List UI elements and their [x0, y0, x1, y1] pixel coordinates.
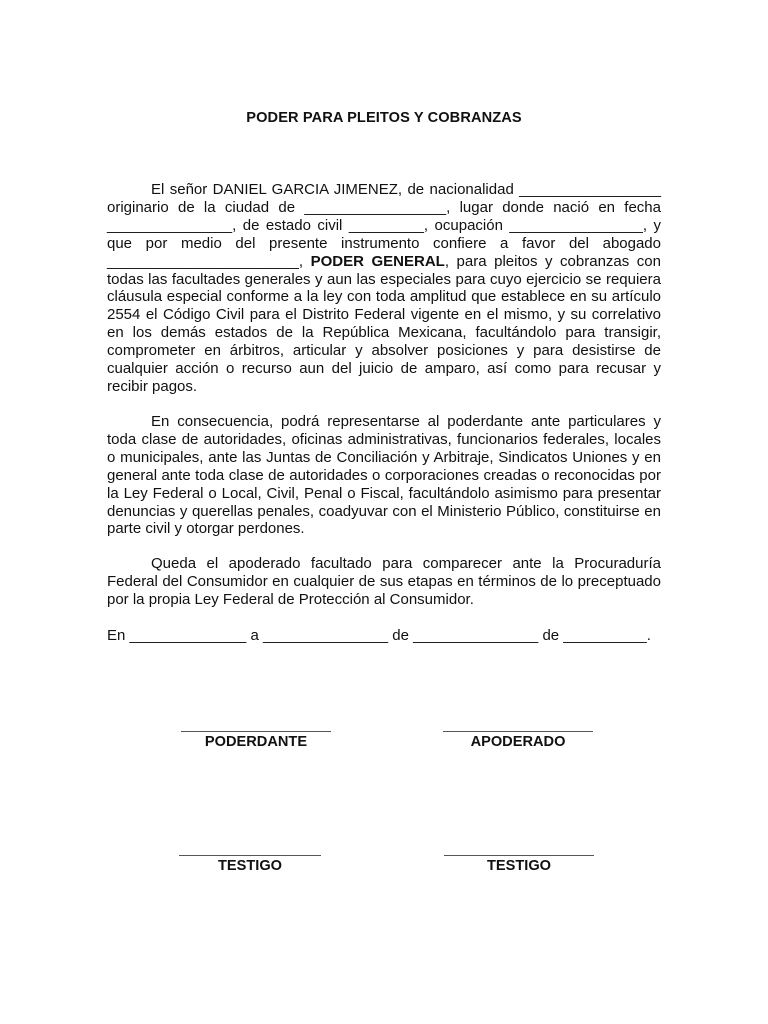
- paragraph-profeco: Queda el apoderado facultado para comparecer ante la Procuraduría Federal del Consumidor en cualquier de sus etapas en términos de lo preceptuado por la propia Ley Federal de Protección al Consumidor.: [107, 555, 661, 608]
- signature-label: TESTIGO: [217, 858, 283, 874]
- date-line: En ______________ a _______________ de _______________ de __________.: [107, 627, 651, 644]
- paragraph-text: , para pleitos y cobranzas con todas las facultades generales y aun las especiales para cuyo ejercicio se requiera cláusula especial conforme a la ley con toda amplitud que establece en su artículo 2554 el Código Civil para el Distrito Federal vigente en el mismo, y su correlativo en los demás estados de la República Mexicana, facultándolo para transigir, comprometer en árbitros, articular y absolver posiciones y para desistirse de cualquier acción o recurso aun del juicio de amparo, así como para recusar y recibir pagos.: [107, 252, 661, 395]
- paragraph-grant-of-power: [107, 181, 661, 396]
- signature-label: PODERDANTE: [204, 734, 308, 750]
- signature-apoderado: [440, 731, 596, 750]
- bold-poder-general: PODER GENERAL: [310, 252, 445, 270]
- document-title: PODER PARA PLEITOS Y COBRANZAS: [246, 110, 522, 126]
- signature-line: [181, 731, 331, 732]
- signature-testigo-2: [441, 855, 597, 874]
- signature-line: [179, 855, 321, 856]
- signature-line: [444, 855, 594, 856]
- signature-label: APODERADO: [470, 734, 566, 750]
- signature-testigo-1: [172, 855, 328, 874]
- signature-poderdante: [178, 731, 334, 750]
- paragraph-representation: En consecuencia, podrá representarse al poderdante ante particulares y toda clase de autoridades, oficinas administrativas, funcionarios federales, locales o municipales, ante las Juntas de Conciliación y Arbitraje, Sindicatos Uniones y en general ante toda clase de autoridades o corporaciones creadas o reconocidas por la Ley Federal o Local, Civil, Penal o Fiscal, facultándolo asimismo para presentar denuncias y querellas penales, coadyuvar con el Ministerio Público, constituirse en parte civil y otorgar perdones.: [107, 413, 661, 538]
- paragraph-text: El señor DANIEL GARCIA JIMENEZ, de nacionalidad _________________ originario de la ciudad de _________________, lugar donde nació en fecha _______________, de estado civil _________, ocupación ________________, y que por medio del presente instrumento confiere a favor del abogado _______________________,: [107, 181, 661, 270]
- signature-line: [443, 731, 593, 732]
- signature-label: TESTIGO: [486, 858, 552, 874]
